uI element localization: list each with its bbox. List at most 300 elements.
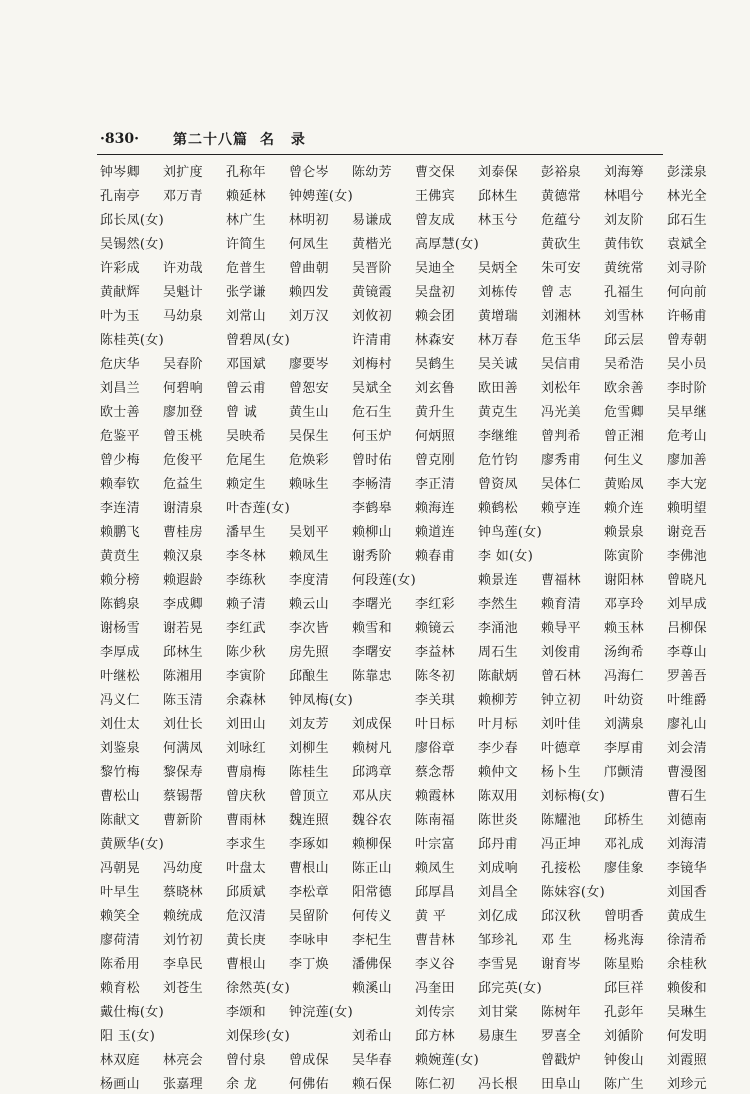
name-entry: 林明初 bbox=[289, 212, 329, 228]
name-entry: 何生义 bbox=[604, 452, 644, 468]
name-entry: 赖玉林 bbox=[604, 620, 644, 636]
name-entry: 曾克刚 bbox=[415, 452, 455, 468]
name-entry: 刘寻阶 bbox=[667, 260, 707, 276]
name-entry: 李咏申 bbox=[289, 932, 329, 948]
name-entry: 邱云层 bbox=[604, 332, 644, 348]
name-entry: 赖景连 bbox=[478, 572, 518, 588]
name-entry: 李颂和 bbox=[226, 1004, 266, 1020]
name-entry: 黄贻凤 bbox=[604, 476, 644, 492]
name-entry: 冯奎田 bbox=[415, 980, 455, 996]
name-entry: 邱汉秋 bbox=[541, 908, 581, 924]
name-entry: 冯光美 bbox=[541, 404, 581, 420]
name-row bbox=[100, 278, 707, 302]
name-entry: 陈耀池 bbox=[541, 812, 581, 828]
name-entry: 刘扩度 bbox=[163, 164, 203, 180]
name-row bbox=[100, 254, 707, 278]
name-entry: 吴体仁 bbox=[541, 476, 581, 492]
name-entry: 李冬林 bbox=[226, 548, 266, 564]
name-entry: 孔接松 bbox=[541, 860, 581, 876]
name-entry: 彭漾泉 bbox=[667, 164, 707, 180]
name-entry: 钟立初 bbox=[541, 692, 581, 708]
name-entry: 曾 志 bbox=[541, 284, 573, 300]
name-entry: 赖石保 bbox=[352, 1076, 392, 1092]
name-entry: 陈树年 bbox=[541, 1004, 581, 1020]
name-entry: 廖加登 bbox=[163, 404, 203, 420]
name-entry: 罗善吾 bbox=[667, 668, 707, 684]
name-entry: 刘友阶 bbox=[604, 212, 644, 228]
name-entry: 陈冬初 bbox=[415, 668, 455, 684]
name-entry: 廖加善 bbox=[667, 452, 707, 468]
name-entry: 赖子清 bbox=[226, 596, 266, 612]
name-entry: 李正清 bbox=[415, 476, 455, 492]
name-entry: 赖明望 bbox=[667, 500, 707, 516]
name-entry: 谢秀阶 bbox=[352, 548, 392, 564]
name-entry: 冯朝晃 bbox=[100, 860, 140, 876]
name-entry: 赖云山 bbox=[289, 596, 329, 612]
name-entry: 陈广生 bbox=[604, 1076, 644, 1092]
name-entry: 黄镜霞 bbox=[352, 284, 392, 300]
name-entry: 汤绚希 bbox=[604, 644, 644, 660]
name-row bbox=[100, 446, 707, 470]
name-entry: 陈星贻 bbox=[604, 956, 644, 972]
name-entry: 曹石生 bbox=[667, 788, 707, 804]
name-entry: 钟浣莲(女) bbox=[289, 1004, 353, 1020]
name-entry: 邱完英(女) bbox=[478, 980, 542, 996]
name-entry: 刘常山 bbox=[226, 308, 266, 324]
name-row bbox=[100, 206, 707, 230]
name-entry: 钟岑卿 bbox=[100, 164, 140, 180]
name-entry: 曾仑岑 bbox=[289, 164, 329, 180]
name-entry: 赖四发 bbox=[289, 284, 329, 300]
name-entry: 邓礼成 bbox=[604, 836, 644, 852]
name-entry: 曹扇梅 bbox=[226, 764, 266, 780]
name-entry: 刘梅村 bbox=[352, 356, 392, 372]
name-entry: 余森林 bbox=[226, 692, 266, 708]
name-row bbox=[100, 182, 707, 206]
name-row bbox=[100, 494, 707, 518]
name-entry: 刘湘林 bbox=[541, 308, 581, 324]
name-entry: 黄 平 bbox=[415, 908, 447, 924]
name-entry: 谢清泉 bbox=[163, 500, 203, 516]
name-entry: 邱质斌 bbox=[226, 884, 266, 900]
name-entry: 钟凤梅(女) bbox=[289, 692, 353, 708]
name-entry: 危雪卿 bbox=[604, 404, 644, 420]
name-entry: 蔡锡帮 bbox=[163, 788, 203, 804]
name-entry: 赖亨连 bbox=[541, 500, 581, 516]
name-entry: 林玉兮 bbox=[478, 212, 518, 228]
name-entry: 吴斌全 bbox=[352, 380, 392, 396]
name-row bbox=[100, 950, 707, 974]
name-entry: 余 龙 bbox=[226, 1076, 258, 1092]
name-row bbox=[100, 974, 707, 998]
name-row bbox=[100, 230, 707, 254]
name-row bbox=[100, 854, 707, 878]
name-entry: 谢竞吾 bbox=[667, 524, 707, 540]
name-entry: 危蕴兮 bbox=[541, 212, 581, 228]
name-row bbox=[100, 926, 707, 950]
name-entry: 吴春阶 bbox=[163, 356, 203, 372]
name-entry: 刘万汉 bbox=[289, 308, 329, 324]
name-entry: 吴希浩 bbox=[604, 356, 644, 372]
name-entry: 刘国香 bbox=[667, 884, 707, 900]
name-entry: 潘早生 bbox=[226, 524, 266, 540]
name-entry: 危竹钧 bbox=[478, 452, 518, 468]
name-entry: 刘希山 bbox=[352, 1028, 392, 1044]
name-entry: 刘柳生 bbox=[289, 740, 329, 756]
name-entry: 李阜民 bbox=[163, 956, 203, 972]
name-entry: 李连清 bbox=[100, 500, 140, 516]
name-entry: 何凤生 bbox=[289, 236, 329, 252]
name-entry: 李琢如 bbox=[289, 836, 329, 852]
name-entry: 陈幼芳 bbox=[352, 164, 392, 180]
name-entry: 杨兆海 bbox=[604, 932, 644, 948]
name-entry: 赖霞林 bbox=[415, 788, 455, 804]
name-entry: 刘竹初 bbox=[163, 932, 203, 948]
name-entry: 马幼泉 bbox=[163, 308, 203, 324]
name-entry: 李关琪 bbox=[415, 692, 455, 708]
name-entry: 刘鉴泉 bbox=[100, 740, 140, 756]
name-entry: 赖溪山 bbox=[352, 980, 392, 996]
name-entry: 吴盘初 bbox=[415, 284, 455, 300]
name-entry: 戴仕梅(女) bbox=[100, 1004, 164, 1020]
name-entry: 黄生山 bbox=[289, 404, 329, 420]
name-entry: 廖俗章 bbox=[415, 740, 455, 756]
name-entry: 曾玉桃 bbox=[163, 428, 203, 444]
name-row bbox=[100, 806, 707, 830]
name-entry: 李少春 bbox=[478, 740, 518, 756]
name-entry: 李佛池 bbox=[667, 548, 707, 564]
name-entry: 吴炳全 bbox=[478, 260, 518, 276]
name-entry: 张学谦 bbox=[226, 284, 266, 300]
name-entry: 刘成保 bbox=[352, 716, 392, 732]
name-entry: 谢育岑 bbox=[541, 956, 581, 972]
name-entry: 陈献炳 bbox=[478, 668, 518, 684]
page-title: 名 录 bbox=[260, 132, 311, 148]
name-row bbox=[100, 470, 707, 494]
name-row bbox=[100, 566, 707, 590]
name-entry: 曾戳炉 bbox=[541, 1052, 581, 1068]
name-entry: 刘甘棠 bbox=[478, 1004, 518, 1020]
name-entry: 杨卜生 bbox=[541, 764, 581, 780]
name-entry: 李雪晃 bbox=[478, 956, 518, 972]
name-entry: 刘田山 bbox=[226, 716, 266, 732]
name-entry: 曾 诚 bbox=[226, 404, 258, 420]
name-entry: 何段莲(女) bbox=[352, 572, 416, 588]
name-entry: 黄增瑞 bbox=[478, 308, 518, 324]
name-row bbox=[100, 302, 707, 326]
name-entry: 陈希用 bbox=[100, 956, 140, 972]
name-entry: 魏谷农 bbox=[352, 812, 392, 828]
name-entry: 邱林生 bbox=[478, 188, 518, 204]
name-row bbox=[100, 638, 707, 662]
name-entry: 刘苍生 bbox=[163, 980, 203, 996]
name-entry: 廖秀甫 bbox=[541, 452, 581, 468]
name-entry: 刘泰保 bbox=[478, 164, 518, 180]
name-entry: 刘保珍(女) bbox=[226, 1028, 290, 1044]
name-entry: 谢若晃 bbox=[163, 620, 203, 636]
name-entry: 黄统常 bbox=[604, 260, 644, 276]
name-entry: 吴迪全 bbox=[415, 260, 455, 276]
name-entry: 叶宗富 bbox=[415, 836, 455, 852]
name-entry: 刘标梅(女) bbox=[541, 788, 605, 804]
name-entry: 罗喜全 bbox=[541, 1028, 581, 1044]
name-entry: 黄德常 bbox=[541, 188, 581, 204]
name-entry: 曾时佑 bbox=[352, 452, 392, 468]
name-entry: 刘昌全 bbox=[478, 884, 518, 900]
name-entry: 黄克生 bbox=[478, 404, 518, 420]
name-entry: 危石生 bbox=[352, 404, 392, 420]
name-entry: 冯正坤 bbox=[541, 836, 581, 852]
name-entry: 曹昔林 bbox=[415, 932, 455, 948]
name-entry: 曹桂房 bbox=[163, 524, 203, 540]
name-entry: 林双庭 bbox=[100, 1052, 140, 1068]
name-entry: 危俊平 bbox=[163, 452, 203, 468]
name-entry: 曹福林 bbox=[541, 572, 581, 588]
name-entry: 冯幼度 bbox=[163, 860, 203, 876]
name-entry: 赖导平 bbox=[541, 620, 581, 636]
name-entry: 赖育清 bbox=[541, 596, 581, 612]
name-entry: 刘攸初 bbox=[352, 308, 392, 324]
name-entry: 刘叶佳 bbox=[541, 716, 581, 732]
name-entry: 黄伟钦 bbox=[604, 236, 644, 252]
name-entry: 叶月标 bbox=[478, 716, 518, 732]
name-entry: 陈妹容(女) bbox=[541, 884, 605, 900]
name-entry: 刘海清 bbox=[667, 836, 707, 852]
name-entry: 曾石林 bbox=[541, 668, 581, 684]
name-list bbox=[100, 158, 707, 1094]
name-entry: 陈寅阶 bbox=[604, 548, 644, 564]
name-entry: 曾成保 bbox=[289, 1052, 329, 1068]
name-entry: 徐清希 bbox=[667, 932, 707, 948]
name-entry: 曾友成 bbox=[415, 212, 455, 228]
name-entry: 冯长根 bbox=[478, 1076, 518, 1092]
name-entry: 李求生 bbox=[226, 836, 266, 852]
name-entry: 李松章 bbox=[289, 884, 329, 900]
name-row bbox=[100, 782, 707, 806]
name-entry: 周石生 bbox=[478, 644, 518, 660]
name-entry: 陈双用 bbox=[478, 788, 518, 804]
name-entry: 李镜华 bbox=[667, 860, 707, 876]
name-entry: 何佛佑 bbox=[289, 1076, 329, 1092]
name-entry: 吴映希 bbox=[226, 428, 266, 444]
name-row bbox=[100, 518, 707, 542]
name-entry: 李尊山 bbox=[667, 644, 707, 660]
name-entry: 刘循阶 bbox=[604, 1028, 644, 1044]
name-entry: 叶盘太 bbox=[226, 860, 266, 876]
name-entry: 李红武 bbox=[226, 620, 266, 636]
name-entry: 曾少梅 bbox=[100, 452, 140, 468]
name-entry: 赖雪和 bbox=[352, 620, 392, 636]
name-entry: 叶为玉 bbox=[100, 308, 140, 324]
name-row bbox=[100, 614, 707, 638]
name-entry: 赖婉莲(女) bbox=[415, 1052, 479, 1068]
name-entry: 李厚成 bbox=[100, 644, 140, 660]
name-entry: 林亮会 bbox=[163, 1052, 203, 1068]
name-entry: 王佛宾 bbox=[415, 188, 455, 204]
name-entry: 吴锡然(女) bbox=[100, 236, 164, 252]
name-row bbox=[100, 758, 707, 782]
name-entry: 赖笑全 bbox=[100, 908, 140, 924]
name-row bbox=[100, 350, 707, 374]
name-entry: 许畅甫 bbox=[667, 308, 707, 324]
name-entry: 赖遐龄 bbox=[163, 572, 203, 588]
name-entry: 刘早成 bbox=[667, 596, 707, 612]
name-entry: 刘雪林 bbox=[604, 308, 644, 324]
name-entry: 曾付泉 bbox=[226, 1052, 266, 1068]
name-entry: 刘友芳 bbox=[289, 716, 329, 732]
name-entry: 阳常德 bbox=[352, 884, 392, 900]
name-entry: 许清甫 bbox=[352, 332, 392, 348]
name-entry: 赖奉钦 bbox=[100, 476, 140, 492]
name-entry: 赖凤生 bbox=[415, 860, 455, 876]
name-entry: 房先照 bbox=[289, 644, 329, 660]
name-entry: 邓从庆 bbox=[352, 788, 392, 804]
name-entry: 林森安 bbox=[415, 332, 455, 348]
name-entry: 曹根山 bbox=[289, 860, 329, 876]
name-entry: 危汉清 bbox=[226, 908, 266, 924]
name-entry: 赖道连 bbox=[415, 524, 455, 540]
name-row bbox=[100, 1070, 707, 1094]
name-row bbox=[100, 590, 707, 614]
name-row bbox=[100, 902, 707, 926]
name-entry: 赖定生 bbox=[226, 476, 266, 492]
name-entry: 李 如(女) bbox=[478, 548, 534, 564]
name-entry: 陈桂英(女) bbox=[100, 332, 164, 348]
name-entry: 危庆华 bbox=[100, 356, 140, 372]
name-entry: 欧士善 bbox=[100, 404, 140, 420]
name-entry: 曾资凤 bbox=[478, 476, 518, 492]
name-row bbox=[100, 734, 707, 758]
name-entry: 刘成响 bbox=[478, 860, 518, 876]
name-entry: 潘佛保 bbox=[352, 956, 392, 972]
name-entry: 钟娉莲(女) bbox=[289, 188, 353, 204]
name-entry: 赖镜云 bbox=[415, 620, 455, 636]
name-entry: 陈靠忠 bbox=[352, 668, 392, 684]
name-entry: 冯义仁 bbox=[100, 692, 140, 708]
name-entry: 欧余善 bbox=[604, 380, 644, 396]
name-entry: 孔彭年 bbox=[604, 1004, 644, 1020]
name-entry: 黄长庚 bbox=[226, 932, 266, 948]
name-entry: 危考山 bbox=[667, 428, 707, 444]
name-entry: 邱林生 bbox=[163, 644, 203, 660]
name-entry: 邱丹甫 bbox=[478, 836, 518, 852]
name-entry: 赖仲文 bbox=[478, 764, 518, 780]
name-entry: 许简生 bbox=[226, 236, 266, 252]
name-entry: 刘昌兰 bbox=[100, 380, 140, 396]
name-entry: 赖凤生 bbox=[289, 548, 329, 564]
name-entry: 邓万青 bbox=[163, 188, 203, 204]
name-entry: 李然生 bbox=[478, 596, 518, 612]
name-entry: 曹漫图 bbox=[667, 764, 707, 780]
name-entry: 赖海连 bbox=[415, 500, 455, 516]
name-entry: 李丁焕 bbox=[289, 956, 329, 972]
name-entry: 林唱兮 bbox=[604, 188, 644, 204]
name-entry: 赖鹤松 bbox=[478, 500, 518, 516]
name-entry: 阳 玉(女) bbox=[100, 1028, 156, 1044]
name-entry: 何发明 bbox=[667, 1028, 707, 1044]
name-entry: 叶日标 bbox=[415, 716, 455, 732]
name-entry: 何炳照 bbox=[415, 428, 455, 444]
name-entry: 李成卿 bbox=[163, 596, 203, 612]
name-row bbox=[100, 374, 707, 398]
name-entry: 刘仕长 bbox=[163, 716, 203, 732]
section-title: 第二十八篇 bbox=[173, 132, 248, 148]
name-entry: 邱桥生 bbox=[604, 812, 644, 828]
name-entry: 吴信甫 bbox=[541, 356, 581, 372]
name-entry: 李寅阶 bbox=[226, 668, 266, 684]
name-entry: 许劝哉 bbox=[163, 260, 203, 276]
name-entry: 赖柳保 bbox=[352, 836, 392, 852]
name-entry: 欧田善 bbox=[478, 380, 518, 396]
page-header bbox=[100, 127, 660, 151]
name-entry: 赖介连 bbox=[604, 500, 644, 516]
name-entry: 彭裕泉 bbox=[541, 164, 581, 180]
name-entry: 陈世炎 bbox=[478, 812, 518, 828]
name-entry: 邱厚昌 bbox=[415, 884, 455, 900]
name-entry: 曹交保 bbox=[415, 164, 455, 180]
name-entry: 吴魁计 bbox=[163, 284, 203, 300]
name-entry: 刘珍元 bbox=[667, 1076, 707, 1092]
name-entry: 陈桂生 bbox=[289, 764, 329, 780]
name-entry: 李曙光 bbox=[352, 596, 392, 612]
name-entry: 邱长凤(女) bbox=[100, 212, 164, 228]
name-row bbox=[100, 662, 707, 686]
name-entry: 曾寿朝 bbox=[667, 332, 707, 348]
name-row bbox=[100, 158, 707, 182]
name-entry: 曹松山 bbox=[100, 788, 140, 804]
name-entry: 李涌池 bbox=[478, 620, 518, 636]
name-entry: 邓享玲 bbox=[604, 596, 644, 612]
name-entry: 吴早继 bbox=[667, 404, 707, 420]
name-entry: 吴华春 bbox=[352, 1052, 392, 1068]
name-entry: 田阜山 bbox=[541, 1076, 581, 1092]
name-entry: 吴留阶 bbox=[289, 908, 329, 924]
name-entry: 叶继松 bbox=[100, 668, 140, 684]
name-entry: 何满凤 bbox=[163, 740, 203, 756]
name-entry: 孔福生 bbox=[604, 284, 644, 300]
name-entry: 钟鸟莲(女) bbox=[478, 524, 542, 540]
name-row bbox=[100, 542, 707, 566]
name-row bbox=[100, 686, 707, 710]
name-entry: 谢阳林 bbox=[604, 572, 644, 588]
name-entry: 刘亿成 bbox=[478, 908, 518, 924]
name-entry: 赖统成 bbox=[163, 908, 203, 924]
header-rule bbox=[97, 154, 663, 155]
name-entry: 陈仁初 bbox=[415, 1076, 455, 1092]
name-entry: 袁斌全 bbox=[667, 236, 707, 252]
name-entry: 许彩成 bbox=[100, 260, 140, 276]
name-entry: 叶幼资 bbox=[604, 692, 644, 708]
name-entry: 叶维爵 bbox=[667, 692, 707, 708]
name-entry: 刘霞照 bbox=[667, 1052, 707, 1068]
name-entry: 刘咏红 bbox=[226, 740, 266, 756]
name-entry: 刘俊甫 bbox=[541, 644, 581, 660]
name-entry: 赖俊和 bbox=[667, 980, 707, 996]
name-entry: 陈正山 bbox=[352, 860, 392, 876]
name-entry: 吴鹤生 bbox=[415, 356, 455, 372]
name-entry: 孔南亭 bbox=[100, 188, 140, 204]
name-entry: 张嘉理 bbox=[163, 1076, 203, 1092]
name-entry: 余桂秋 bbox=[667, 956, 707, 972]
name-entry: 危益生 bbox=[163, 476, 203, 492]
name-entry: 吴小员 bbox=[667, 356, 707, 372]
name-entry: 刘会清 bbox=[667, 740, 707, 756]
name-entry: 蔡念帮 bbox=[415, 764, 455, 780]
name-entry: 黎保寿 bbox=[163, 764, 203, 780]
name-entry: 赖延林 bbox=[226, 188, 266, 204]
name-entry: 易谦成 bbox=[352, 212, 392, 228]
name-row bbox=[100, 422, 707, 446]
